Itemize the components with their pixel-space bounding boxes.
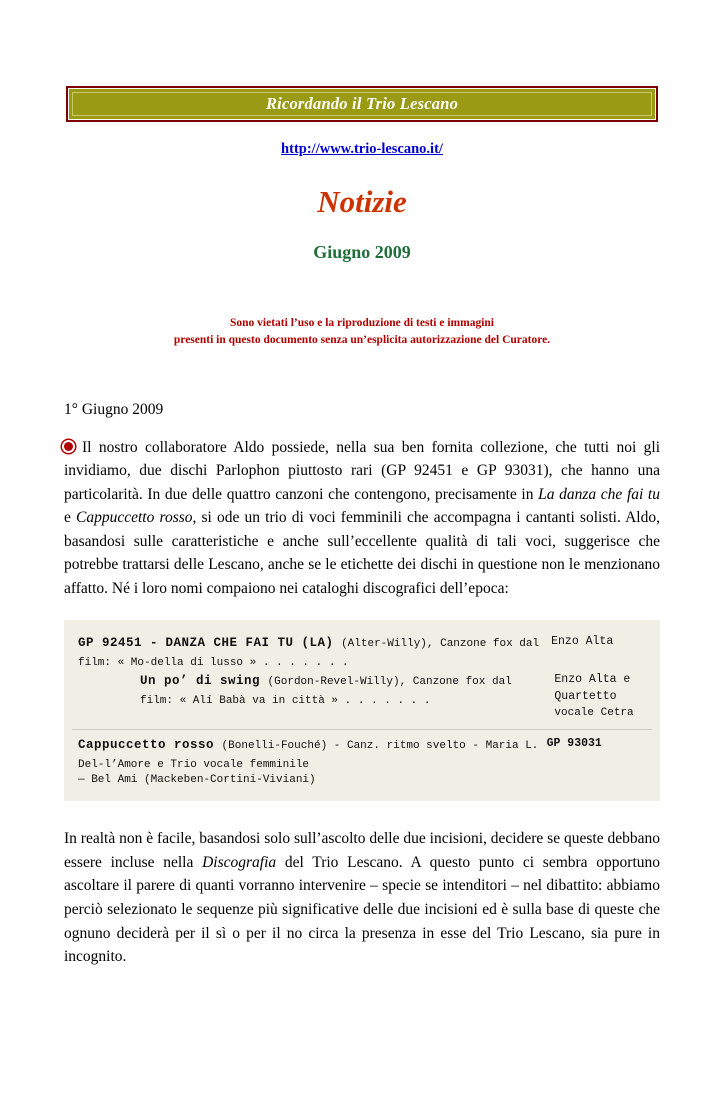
scan-divider bbox=[72, 729, 652, 730]
record-1-artist-2-wrap bbox=[548, 672, 646, 721]
document-page bbox=[0, 86, 724, 1110]
paragraph-1-part-3: , si ode un trio di voci femminili che accompagna i cantanti solisti. Aldo, basandosi sulle caratteristiche e anche sull’eccellente qualità di tali voci, suggerisce che potrebbe trattarsi delle Lescano, anche se le etichette dei dischi in questione non le menzionano affatto. Né i loro nomi compaiono nei cataloghi discografici dell’epoca: bbox=[64, 509, 660, 597]
record-1-artist-2-sub: vocale Cetra bbox=[554, 706, 634, 719]
paragraph-2-italic-1: Discografia bbox=[202, 853, 277, 871]
record-1-title: DANZA CHE FAI TU (LA) bbox=[165, 636, 334, 651]
banner-title-text: Ricordando il Trio Lescano bbox=[265, 94, 459, 113]
paragraph-2-part-1: In realtà non è facile, basandosi solo sull’ascolto delle due incisioni, decidere se queste debbano essere incluse nella bbox=[64, 830, 660, 871]
paragraph-1-italic-2: Cappuccetto rosso bbox=[76, 509, 193, 527]
copyright-notice-line-2: presenti in questo documento senza un’esplicita autorizzazione del Curatore. bbox=[173, 333, 551, 346]
record-2-text bbox=[78, 736, 541, 774]
record-1-artist: Enzo Alta bbox=[551, 635, 614, 649]
record-2-block bbox=[64, 734, 660, 798]
copyright-notice bbox=[64, 315, 660, 348]
record-2-credit: (Bonelli-Fouché) - Canz. ritmo svelto - Maria L. Del-l’Amore e Trio vocale femminile bbox=[78, 739, 539, 771]
paragraph-1-part-2: e bbox=[64, 509, 77, 527]
title-banner bbox=[66, 86, 658, 122]
record-2-line-1 bbox=[78, 736, 646, 774]
record-1-block bbox=[64, 628, 660, 725]
bullet-icon bbox=[64, 442, 73, 451]
article-paragraph-1 bbox=[64, 436, 660, 601]
paragraph-2-part-2: del Trio Lescano. A questo punto ci sembra opportuno ascoltare il parere di quanti vorranno intervenire – specie se intenditori – nel dibattito: abbiamo perciò selezionato le sequenze più significative delle due incisioni ed è sulla base di queste che ognuno deciderà per il sì o per il no circa la presenza in esse del Trio Lescano, sia pure in incognito. bbox=[64, 853, 660, 966]
record-1-title-2: Un po’ di swing bbox=[140, 674, 261, 689]
record-2-catalog: GP 93031 bbox=[546, 736, 602, 750]
record-1-line-1 bbox=[78, 634, 646, 672]
record-1-credit: (Alter-Willy), Canzone fox dal film: « Mo-della di lusso » . . . . . . . bbox=[78, 638, 540, 670]
record-2-title: Cappuccetto rosso bbox=[78, 737, 215, 752]
record-1-line-2 bbox=[78, 672, 646, 721]
record-2-line-3: — Bel Ami (Mackeben-Cortini-Viviani) bbox=[78, 774, 316, 787]
article-date: 1° Giugno 2009 bbox=[64, 401, 164, 419]
paragraph-1-part-1: Il nostro collaboratore Aldo possiede, nella sua ben fornita collezione, che tutti noi gli invidiamo, due dischi Parlophon piuttosto rari (GP 92451 e GP 93031), che hanno una particolarità. In due delle quattro canzoni che contengono, precisamente in bbox=[64, 438, 660, 503]
paragraph-1-italic-1: La danza che fai tu bbox=[538, 485, 660, 503]
page-title: Notizie bbox=[317, 184, 407, 219]
banner-container bbox=[64, 86, 660, 122]
website-link[interactable]: http://www.trio-lescano.it/ bbox=[281, 141, 443, 157]
site-link-row bbox=[64, 140, 660, 158]
title-banner-inner bbox=[72, 92, 652, 116]
record-1-artist-2: Enzo Alta e Quartetto bbox=[554, 673, 631, 703]
record-label-scan bbox=[64, 620, 660, 801]
copyright-notice-line-1: Sono vietati l’uso e la riproduzione di testi e immagini bbox=[230, 317, 494, 329]
record-1-credit-2: (Gordon-Revel-Willy), Canzone fox dal film: « Alí Babà va in città » . . . . . . . bbox=[140, 676, 512, 708]
record-1-title-row bbox=[78, 634, 545, 672]
record-1-track-2 bbox=[78, 672, 548, 721]
record-1-catalog: GP 92451 - bbox=[78, 636, 159, 651]
article-paragraph-2 bbox=[64, 827, 660, 968]
issue-month: Giugno 2009 bbox=[313, 242, 411, 262]
